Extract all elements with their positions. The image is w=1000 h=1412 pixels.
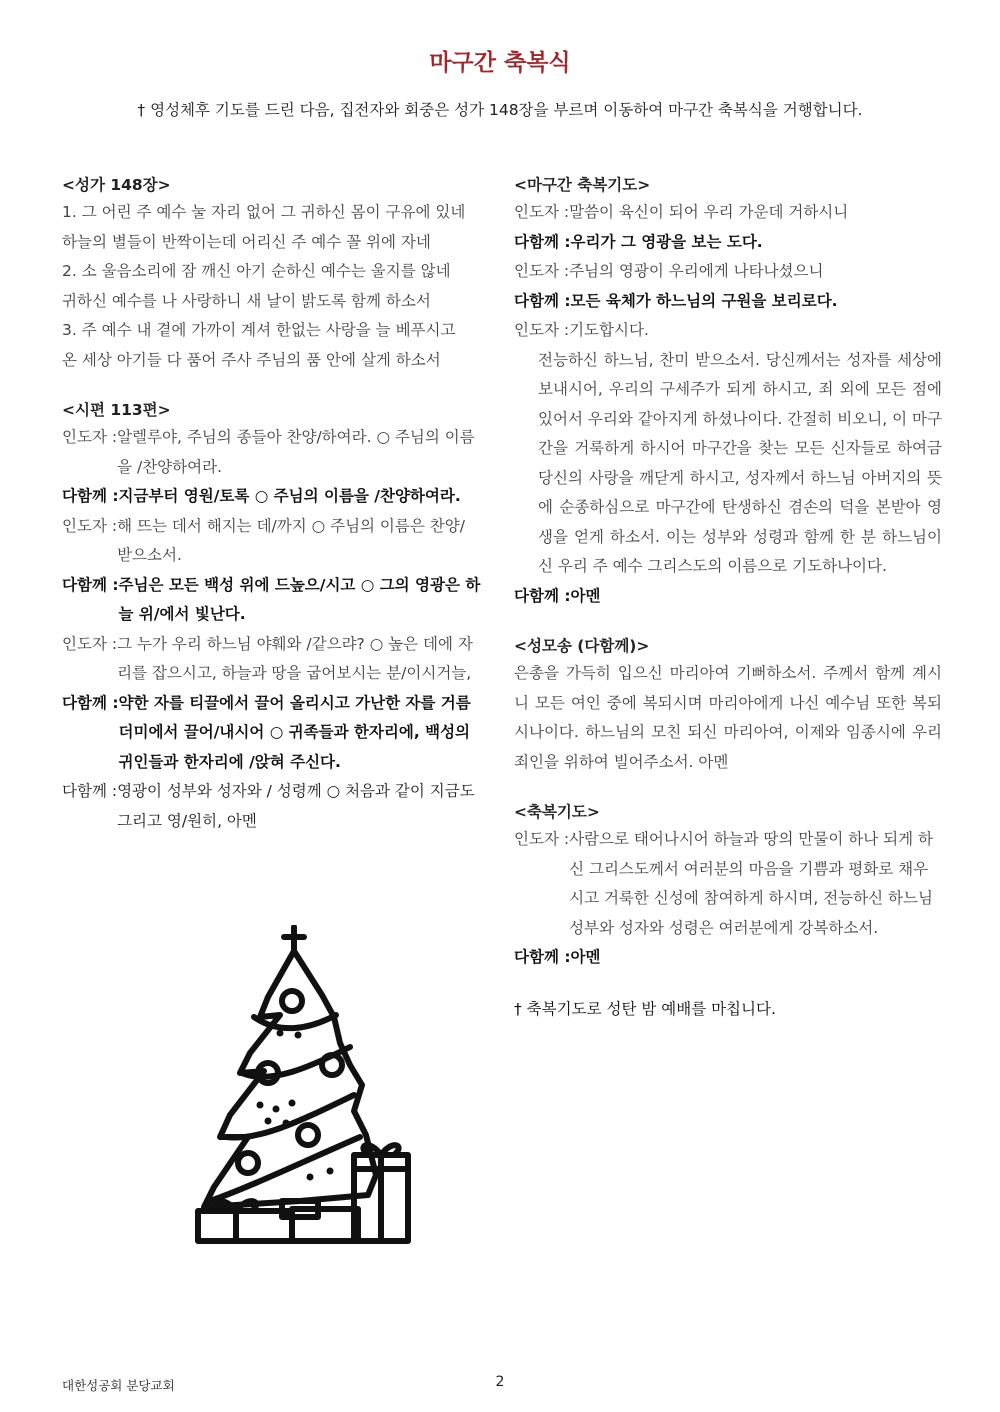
page-title: 마구간 축복식 xyxy=(429,50,571,76)
hymn-line: 3. 주 예수 내 곁에 가까이 계셔 한없는 사랑을 늘 베푸시고 xyxy=(62,321,456,339)
speaker-label: 인도자 : xyxy=(514,262,570,280)
page-number: 2 xyxy=(495,1374,505,1390)
speaker-label: 인도자 : xyxy=(62,516,118,535)
marian-heading: <성모송 (다함께)> xyxy=(514,637,650,655)
litany-text: 기도합시다. xyxy=(569,321,649,339)
psalm-verse xyxy=(62,423,482,482)
speaker-label: 인도자 : xyxy=(514,203,570,221)
litany-text: 우리가 그 영광을 보는 도다. xyxy=(570,232,763,251)
speaker-label: 다함께 : xyxy=(62,575,119,594)
verse-text: 지금부터 영원/토록 ○ 주님의 이름을 /찬양하여라. xyxy=(118,487,461,505)
litany-line xyxy=(514,257,942,287)
speaker-label: 인도자 : xyxy=(514,830,570,848)
amen-text: 아멘 xyxy=(570,586,601,605)
litany-line xyxy=(514,287,942,317)
speaker-label: 인도자 : xyxy=(62,634,118,653)
speaker-label: 다함께 : xyxy=(514,291,571,310)
psalm-verse xyxy=(62,482,482,512)
blessing-line xyxy=(514,825,942,943)
psalm-verse xyxy=(62,630,482,689)
hymn-line: 귀하신 예수를 나 사랑하니 새 날이 밝도록 함께 하소서 xyxy=(62,291,431,310)
speaker-label: 인도자 : xyxy=(62,428,118,446)
psalm-verse xyxy=(62,512,482,571)
collect-prayer: 전능하신 하느님, 찬미 받으소서. 당신께서는 성자를 세상에 보내시어, 우리의 구세주가 되게 하시고, 죄 외에 모든 점에 있어서 우리와 같아지게 하셨나이다. 간절히 비오니, 이 마구간을 거룩하게 하시어 마구간을 찾는 모든 신자들로 하여금 당신의 사랑을 깨닫게 하시고, 성자께서 하느님 아버지의 뜻에 순종하심으로 마구간에 탄생하신 겸손의 덕을 본받아 영생을 얻게 하소서. 이는 성부와 성령과 함께 한 분 하느님이신 우리 주 예수 그리스도의 이름으로 기도하나이다. xyxy=(538,350,942,575)
litany-line xyxy=(514,228,942,258)
blessing-line xyxy=(514,943,942,973)
litany-text: 주님의 영광이 우리에게 나타나셨으니 xyxy=(569,262,824,280)
blessing-text: 아멘 xyxy=(570,948,601,966)
speaker-label: 다함께 : xyxy=(62,487,119,505)
litany-line xyxy=(514,316,942,346)
speaker-label: 다함께 : xyxy=(514,232,571,251)
litany-text: 말씀이 육신이 되어 우리 가운데 거하시니 xyxy=(569,203,849,221)
speaker-label: 다함께 : xyxy=(62,782,118,800)
psalm-verse xyxy=(62,689,482,778)
hymn-line: 온 세상 아기들 다 품어 주사 주님의 품 안에 살게 하소서 xyxy=(62,350,441,369)
blessing-heading: <축복기도> xyxy=(514,803,600,821)
psalm-verse xyxy=(62,571,482,630)
blessing-section xyxy=(514,799,942,973)
hymn-heading: <성가 148장> xyxy=(62,176,171,194)
closing-rubric: † 축복기도로 성탄 밤 예배를 마칩니다. xyxy=(514,999,776,1018)
blessing-text: 사람으로 태어나시어 하늘과 땅의 만물이 하나 되게 하신 그리스도께서 여러분의 마음을 기쁨과 평화로 채우시고 거룩한 신성에 참여하게 하시며, 전능하신 하느님 성부와 성자와 성령은 여러분에게 강복하소서. xyxy=(569,830,933,937)
hymn-line: 1. 그 어린 주 예수 눌 자리 없어 그 귀하신 몸이 구유에 있네 xyxy=(62,203,466,221)
footer-church-name: 대한성공회 분당교회 xyxy=(62,1378,175,1393)
speaker-label: 다함께 : xyxy=(514,948,571,966)
litany-text: 모든 육체가 하느님의 구원을 보리로다. xyxy=(570,291,838,310)
verse-text: 주님은 모든 백성 위에 드높으/시고 ○ 그의 영광은 하늘 위/에서 빛난다. xyxy=(118,575,481,623)
intro-rubric: † 영성체후 기도를 드린 다음, 집전자와 회중은 성가 148장을 부르며 이동하여 마구간 축복식을 거행합니다. xyxy=(137,101,863,119)
psalm-heading: <시편 113편> xyxy=(62,401,171,419)
hymn-line: 하늘의 별들이 반짝이는데 어리신 주 예수 꼴 위에 자네 xyxy=(62,232,431,251)
hymn-section xyxy=(62,172,482,375)
litany-line xyxy=(514,198,942,228)
psalm-verse xyxy=(62,777,482,836)
verse-text: 영광이 성부와 성자와 / 성령께 ○ 처음과 같이 지금도 그리고 영/원히, 아멘 xyxy=(117,782,475,830)
speaker-label: 다함께 : xyxy=(514,586,571,605)
stable-prayer-heading: <마구간 축복기도> xyxy=(514,176,651,194)
christmas-tree-with-gifts-icon xyxy=(190,925,420,1245)
right-column xyxy=(514,172,942,1024)
verse-text: 약한 자를 티끌에서 끌어 올리시고 가난한 자를 거름더미에서 끌어/내시어 ○ 귀족들과 한자리에, 백성의 귀인들과 한자리에 /앉혀 주신다. xyxy=(118,693,471,771)
marian-section xyxy=(514,633,942,777)
stable-prayer-section xyxy=(514,172,942,611)
verse-text: 알렐루야, 주님의 종들아 찬양/하여라. ○ 주님의 이름을 /찬양하여라. xyxy=(117,428,475,476)
speaker-label: 인도자 : xyxy=(514,321,570,339)
amen-line xyxy=(514,582,942,612)
speaker-label: 다함께 : xyxy=(62,693,119,712)
psalm-section xyxy=(62,397,482,836)
hymn-lyrics xyxy=(62,198,482,375)
verse-text: 그 누가 우리 하느님 야훼와 /같으랴? ○ 높은 데에 자리를 잡으시고, 하늘과 땅을 굽어보시는 분/이시거늘, xyxy=(117,634,473,682)
verse-text: 해 뜨는 데서 해지는 데/까지 ○ 주님의 이름은 찬양/ 받으소서. xyxy=(117,516,465,564)
marian-text: 은총을 가득히 입으신 마리아여 기뻐하소서. 주께서 함께 계시니 모든 여인 중에 복되시며 마리아에게 나신 예수님 또한 복되시나이다. 하느님의 모친 되신 마리아여, 이제와 임종시에 우리 죄인을 위하여 빌어주소서. 아멘 xyxy=(514,664,942,771)
hymn-line: 2. 소 울음소리에 잠 깨신 아기 순하신 예수는 울지를 않네 xyxy=(62,262,451,280)
left-column xyxy=(62,172,482,858)
